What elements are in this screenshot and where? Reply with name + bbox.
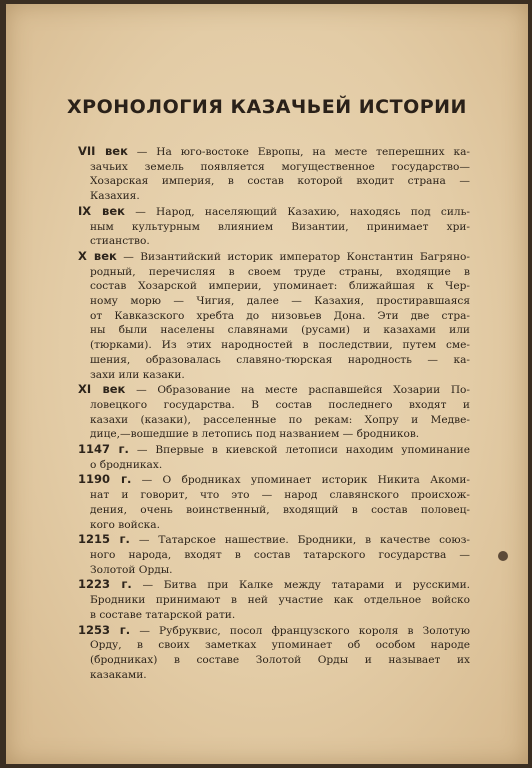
entry-line (78, 442, 470, 458)
entry-line (78, 309, 470, 324)
entry-text-line: ным культурным влиянием Византии, принимает хри- (90, 220, 470, 233)
entry-line (78, 593, 470, 608)
entry-text-line: — Рубруквис, посол французского короля в Золотую (139, 624, 470, 637)
entry-text-line: — На юго-востоке Европы, на месте теперешних ка- (136, 146, 470, 158)
entry-text-line: казаками. (90, 668, 147, 681)
entry-line (78, 353, 470, 368)
entry-text-line: (тюрками). Из этих народностей в последствии, путем сме- (90, 339, 470, 352)
entry-text-line: — Византийский историк император Константин Багряно- (123, 250, 470, 263)
entry-text-line: Хозарская империя, в состав которой входит страна — (90, 175, 470, 188)
entry-text-line: — О бродниках упоминает историк Никита Акоми- (141, 474, 471, 487)
entry-line (78, 279, 470, 294)
entry-line (78, 249, 470, 265)
entry-text-line: Орду, в своих заметках упоминает об особом народе (90, 639, 470, 652)
entry-text-line: Бродники принимают в ней участие как отдельное войско (90, 594, 470, 607)
entry-text-line: (бродниках) в составе Золотой Орды и называет их (90, 653, 470, 666)
entry-line (78, 144, 470, 160)
entry-period: 1253 г. (78, 622, 131, 637)
paper-stain-dot (498, 551, 508, 561)
entry-period: IX век (78, 203, 125, 218)
entry-period: 1215 г. (78, 532, 130, 547)
entry-text-line: ны были населены славянами (русами) и казахами или (90, 324, 470, 337)
entry-text-line: — Битва при Калке между татарами и русскими. (142, 579, 471, 592)
entry-line (78, 338, 470, 353)
entry-text-line: Казахия. (90, 190, 140, 203)
entry-text-line: ловецкого государства. В состав последнего входят и (90, 398, 470, 411)
entry-line (78, 189, 470, 204)
entry-text-line: захи или казаки. (90, 368, 185, 381)
entry-text-line: — Народ, населяющий Казахию, находясь под силь- (135, 205, 470, 218)
document-page (6, 4, 528, 764)
entry-text-line: кого войска. (90, 518, 160, 531)
entry-period: XI век (78, 382, 126, 397)
chronology-entry (78, 577, 470, 622)
entry-line (78, 623, 470, 639)
entry-text-line: от Кавказского хребта до низовьев Дона. Эти две стра- (90, 309, 470, 322)
chronology-entry (78, 249, 470, 382)
entry-line (78, 265, 470, 280)
entry-text-line: дения, очень воинственный, входящий в состав половец- (90, 503, 470, 516)
entry-line (78, 458, 470, 473)
chronology-list (78, 144, 470, 682)
entry-text-line: ному морю — Чигия, далее — Казахия, простиравшаяся (90, 295, 470, 308)
entry-line (78, 427, 470, 442)
entry-text-line: — Татарское нашествие. Бродники, в качестве союз- (138, 534, 471, 547)
entry-period: X век (78, 248, 117, 263)
entry-text-line: ного народа, входят в состав татарского государства — (90, 548, 470, 561)
entry-text-line: в составе татарской рати. (90, 608, 236, 621)
entry-line (78, 160, 470, 175)
entry-text-line: стианство. (90, 235, 150, 248)
entry-line (78, 518, 470, 533)
entry-text-line: дице,—вошедшие в летопись под названием — бродников. (90, 428, 420, 441)
chronology-entry (78, 204, 470, 249)
entry-text-line: состав Хозарской империи, упоминает: ближайшая к Чер- (90, 280, 470, 293)
entry-period: 1223 г. (78, 577, 132, 592)
entry-line (78, 532, 470, 548)
entry-period: VII век (78, 144, 128, 158)
entry-line (78, 563, 470, 578)
chronology-entry (78, 382, 470, 442)
entry-line (78, 234, 470, 249)
entry-line (78, 204, 470, 220)
entry-line (78, 413, 470, 428)
entry-line (78, 382, 470, 398)
entry-line (78, 488, 470, 503)
chronology-entry (78, 144, 470, 204)
entry-text-line: зачьих земель появляется могущественное государство— (90, 160, 470, 173)
entry-text-line: родный, перечисляя в своем труде страны, входящие в (90, 265, 470, 278)
chronology-entry (78, 442, 470, 472)
entry-line (78, 220, 470, 235)
entry-line (78, 174, 470, 189)
entry-line (78, 653, 470, 668)
entry-period: 1190 г. (78, 472, 132, 487)
entry-line (78, 472, 470, 488)
entry-text-line: Золотой Орды. (90, 563, 173, 576)
entry-line (78, 294, 470, 309)
entry-line (78, 577, 470, 593)
entry-line (78, 668, 470, 683)
page-title: ХРОНОЛОГИЯ КАЗАЧЬЕЙ ИСТОРИИ (67, 96, 467, 118)
chronology-entry (78, 472, 470, 532)
entry-period: 1147 г. (78, 442, 129, 457)
entry-line (78, 638, 470, 653)
entry-line (78, 548, 470, 563)
entry-line (78, 398, 470, 413)
chronology-entry (78, 623, 470, 683)
entry-line (78, 608, 470, 623)
entry-text-line: — Образование на месте распавшейся Хозарии По- (136, 384, 471, 397)
entry-line (78, 323, 470, 338)
entry-text-line: нат и говорит, что это — народ славянского происхож- (90, 489, 470, 502)
entry-text-line: казахи (казаки), расселенные по рекам: Хопру и Медве- (90, 413, 470, 426)
entry-text-line: — Впервые в киевской летописи находим упоминание (136, 444, 470, 457)
entry-text-line: о бродниках. (90, 458, 163, 471)
entry-line (78, 503, 470, 518)
entry-text-line: шения, образовалась славяно-тюрская народность — ка- (90, 353, 470, 366)
entry-line (78, 368, 470, 383)
chronology-entry (78, 532, 470, 577)
